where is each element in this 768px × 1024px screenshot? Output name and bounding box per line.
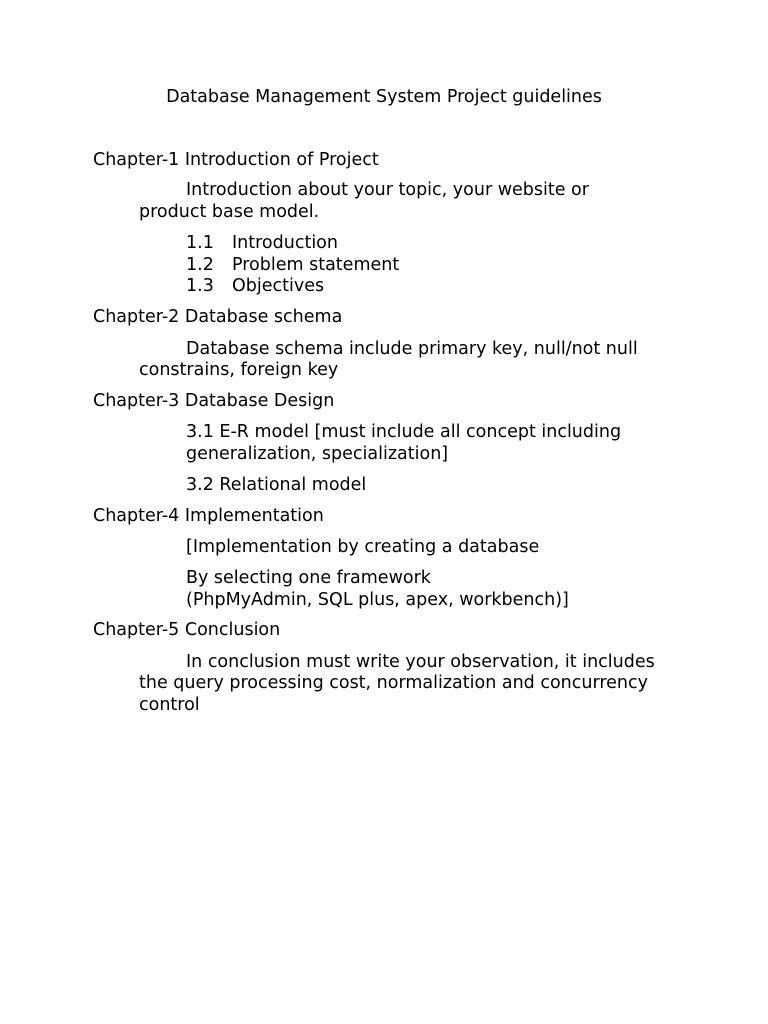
conclusion-line-2: the query processing cost, normalization and concurrency [139, 673, 648, 693]
chapter-1-paragraph-line-2: product base model. [139, 202, 320, 222]
chapter-2-heading: Chapter-2 Database schema [93, 307, 343, 327]
list-item [186, 275, 324, 297]
list-item [186, 254, 399, 276]
list-item-text: Objectives [232, 276, 325, 296]
list-item [186, 232, 338, 254]
framework-line-1: By selecting one framework [186, 568, 431, 588]
chapter-1-heading: Chapter-1 Introduction of Project [93, 150, 379, 170]
chapter-1-paragraph-line-1: Introduction about your topic, your website or [186, 180, 589, 200]
list-item-text: Introduction [232, 233, 338, 253]
relational-model: 3.2 Relational model [186, 475, 367, 495]
implementation-text: [Implementation by creating a database [186, 537, 540, 557]
chapter-5-heading: Chapter-5 Conclusion [93, 620, 281, 640]
chapter-2-paragraph-line-1: Database schema include primary key, null/not null [186, 339, 638, 359]
list-item-number: 1.1 [186, 233, 214, 253]
chapter-3-heading: Chapter-3 Database Design [93, 391, 335, 411]
list-item-number: 1.3 [186, 276, 214, 296]
chapter-2-paragraph-line-2: constrains, foreign key [139, 360, 339, 380]
list-item-text: Problem statement [232, 255, 400, 275]
er-model-line-2: generalization, specialization] [186, 444, 449, 464]
framework-line-2: (PhpMyAdmin, SQL plus, apex, workbench)] [186, 590, 569, 610]
conclusion-line-1: In conclusion must write your observation, it includes [186, 652, 655, 672]
document-title: Database Management System Project guidelines [166, 87, 602, 107]
list-item-number: 1.2 [186, 255, 214, 275]
er-model-line-1: 3.1 E-R model [must include all concept including [186, 422, 622, 442]
chapter-4-heading: Chapter-4 Implementation [93, 506, 324, 526]
conclusion-line-3: control [139, 695, 200, 715]
